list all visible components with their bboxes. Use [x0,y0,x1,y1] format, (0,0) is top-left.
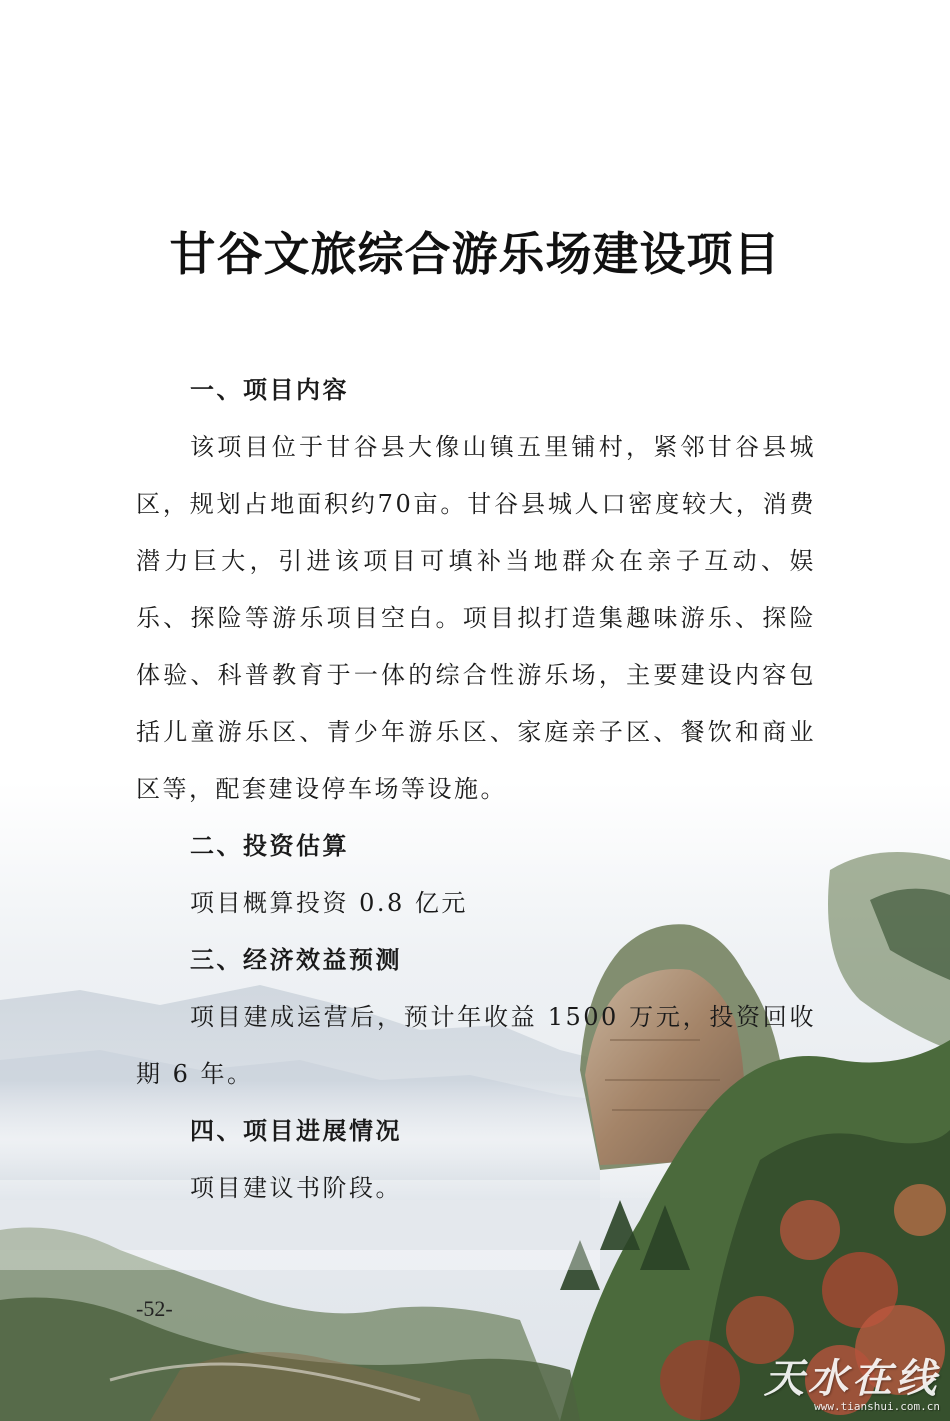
site-watermark [764,1357,940,1413]
section-heading: 一、项目内容 [190,376,349,404]
section-paragraph: 项目建成运营后，预计年收益 1500 万元，投资回收期 6 年。 [136,1003,816,1088]
page-title: 甘谷文旅综合游乐场建设项目 [169,227,781,281]
watermark-url: www.tianshui.com.cn [814,1400,940,1413]
section-paragraph: 项目建议书阶段。 [190,1174,402,1202]
watermark-logo-text: 天水在线 [764,1356,940,1402]
section-paragraph: 该项目位于甘谷县大像山镇五里铺村，紧邻甘谷县城区，规划占地面积约70亩。甘谷县城人口密度较大，消费潜力巨大，引进该项目可填补当地群众在亲子互动、娱乐、探险等游乐项目空白。项目拟打造集趣味游乐、探险体验、科普教育于一体的综合性游乐场，主要建设内容包括儿童游乐区、青少年游乐区、家庭亲子区、餐饮和商业区等，配套建设停车场等设施。 [136,433,816,803]
section-heading: 四、项目进展情况 [190,1117,402,1145]
section-heading: 二、投资估算 [190,832,349,860]
page-number: -52- [136,1296,173,1321]
section-heading: 三、经济效益预测 [190,946,402,974]
section-paragraph: 项目概算投资 0.8 亿元 [190,889,468,917]
document-body [136,362,816,1217]
